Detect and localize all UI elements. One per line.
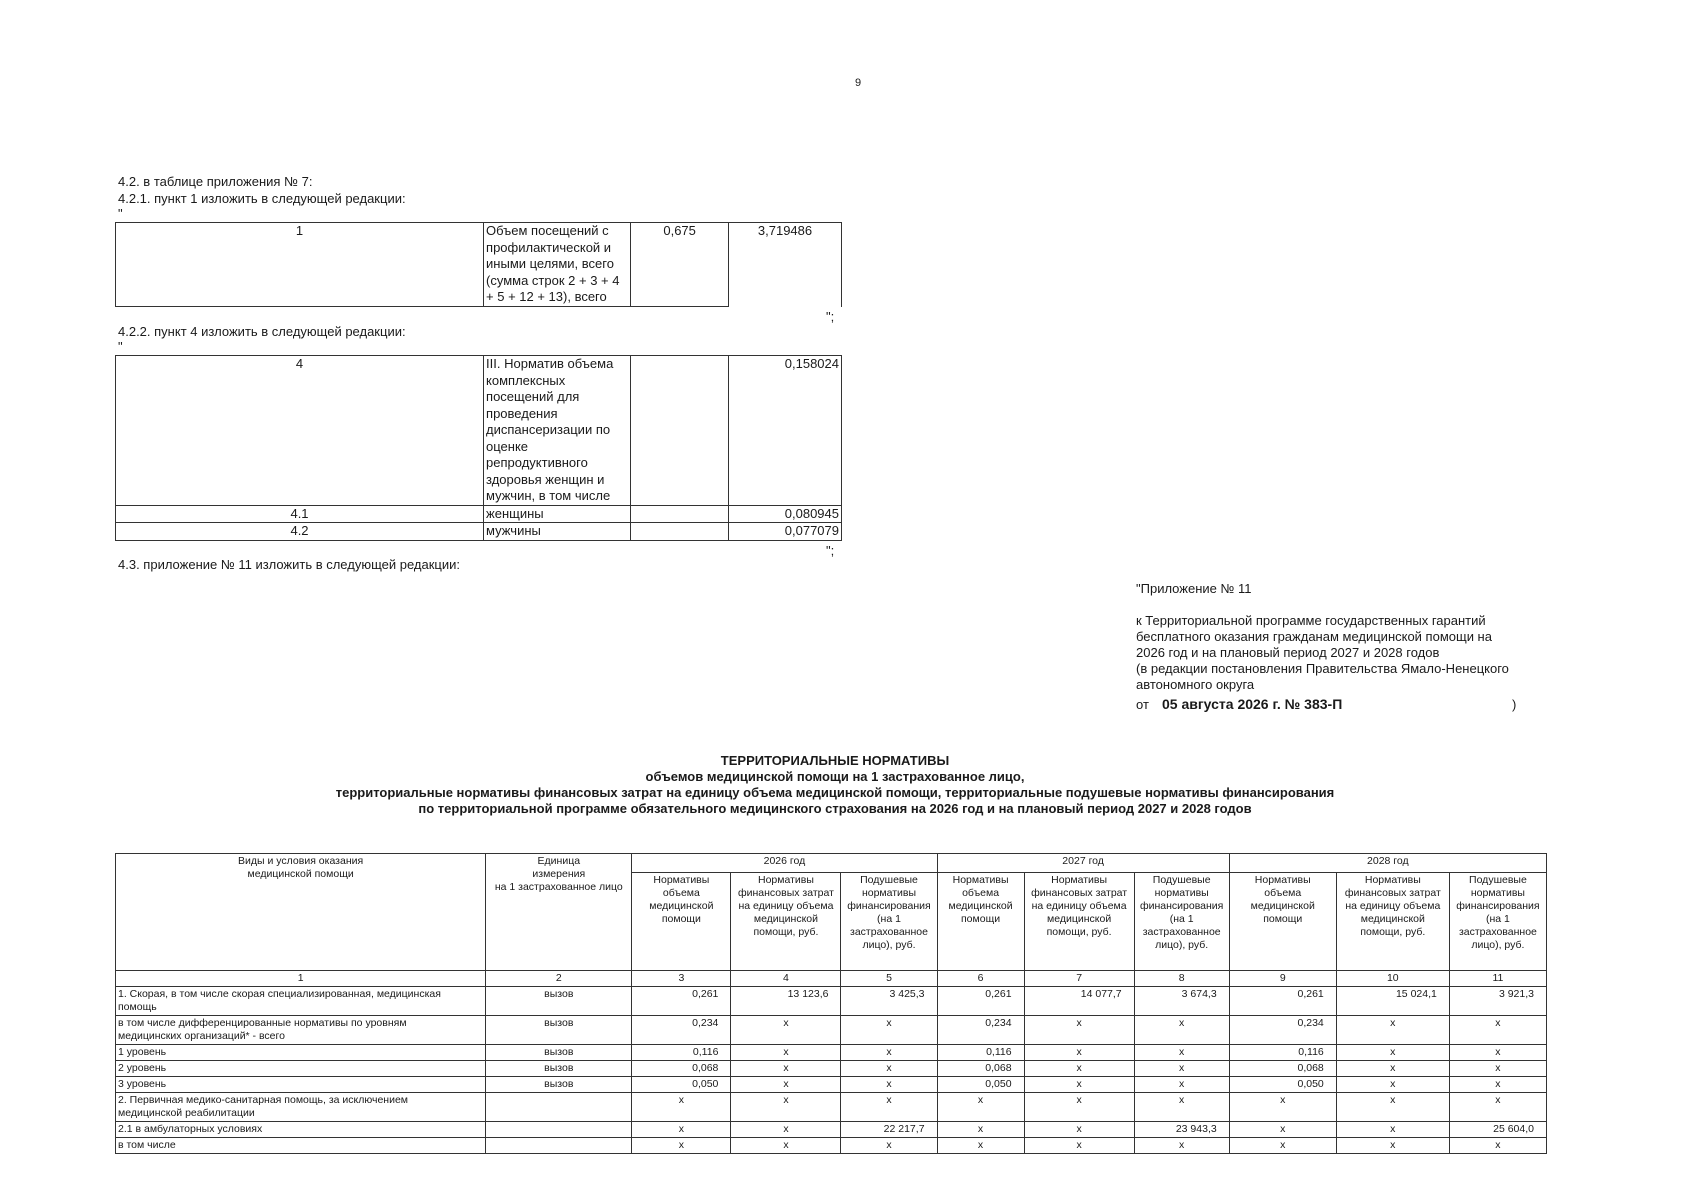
col-number: 10 — [1336, 971, 1449, 987]
row-value: 14 077,7 — [1024, 987, 1134, 1016]
table-cell-value-1 — [631, 523, 729, 541]
subheader-capita: Подушевые нормативы финансирования (на 1 застрахованное лицо), руб. — [841, 873, 937, 971]
row-value: х — [1449, 1016, 1546, 1045]
row-unit — [486, 1138, 632, 1154]
table-row — [116, 1061, 1547, 1077]
row-value: х — [937, 1122, 1024, 1138]
row-value: х — [1024, 1016, 1134, 1045]
table-cell-value-2: 0,080945 — [729, 505, 842, 523]
quote-open: " — [118, 339, 123, 354]
table-cell-num: 4 — [116, 356, 484, 506]
col-number: 7 — [1024, 971, 1134, 987]
col-number: 2 — [486, 971, 632, 987]
row-name: в том числе — [116, 1138, 486, 1154]
row-name: 1. Скорая, в том числе скорая специализированная, медицинская помощь — [116, 987, 486, 1016]
table-row — [116, 987, 1547, 1016]
column-number-row — [116, 971, 1547, 987]
quote-open: " — [118, 206, 123, 221]
row-value: х — [1024, 1138, 1134, 1154]
row-value: х — [1024, 1077, 1134, 1093]
row-unit: вызов — [486, 1061, 632, 1077]
row-unit: вызов — [486, 1016, 632, 1045]
table-cell-value-1 — [631, 505, 729, 523]
row-value: х — [1336, 1138, 1449, 1154]
table-cell-name: III. Норматив объема комплексных посещений для проведения диспансеризации по оценке репродуктивного здоровья женщин и мужчин, в том числе — [484, 356, 631, 506]
row-value: х — [1134, 1138, 1229, 1154]
subheader-volume: Нормативы объема медицинской помощи — [937, 873, 1024, 971]
heading-line-3: территориальные нормативы финансовых затрат на единицу объема медицинской помощи, территориальные подушевые нормативы финансирования — [335, 785, 1335, 800]
appendix-date: 05 августа 2026 г. № 383-П — [1162, 696, 1343, 712]
amendment-4-2: 4.2. в таблице приложения № 7: — [118, 174, 313, 189]
col-number: 6 — [937, 971, 1024, 987]
row-value: х — [1449, 1045, 1546, 1061]
row-value: х — [841, 1138, 937, 1154]
appendix-line: автономного округа — [1136, 677, 1255, 692]
row-value: х — [1229, 1093, 1336, 1122]
page-number: 9 — [855, 77, 862, 89]
row-value: 0,261 — [937, 987, 1024, 1016]
row-value: 0,050 — [1229, 1077, 1336, 1093]
table-cell-value-2: 0,077079 — [729, 523, 842, 541]
quote-close: "; — [826, 543, 835, 558]
row-value: х — [1336, 1061, 1449, 1077]
row-value: 25 604,0 — [1449, 1122, 1546, 1138]
row-value: х — [731, 1045, 841, 1061]
table-cell-name: Объем посещений с профилактической и иными целями, всего (сумма строк 2 + 3 + 4 + 5 + 12 + 13), всего — [484, 223, 631, 307]
header-year-2027: 2027 год — [937, 854, 1229, 873]
subheader-capita: Подушевые нормативы финансирования (на 1 застрахованное лицо), руб. — [1134, 873, 1229, 971]
row-unit — [486, 1093, 632, 1122]
row-value: 0,261 — [1229, 987, 1336, 1016]
row-value: 0,116 — [937, 1045, 1024, 1061]
row-unit: вызов — [486, 987, 632, 1016]
col-number: 3 — [632, 971, 731, 987]
row-value: х — [1336, 1093, 1449, 1122]
amendment-4-3: 4.3. приложение № 11 изложить в следующей редакции: — [118, 557, 460, 572]
header-type: Виды и условия оказания медицинской помощи — [116, 854, 486, 971]
row-value: х — [632, 1138, 731, 1154]
appendix-line: (в редакции постановления Правительства Ямало-Ненецкого — [1136, 661, 1509, 676]
row-name: 2 уровень — [116, 1061, 486, 1077]
row-value: 0,261 — [632, 987, 731, 1016]
row-value: х — [1024, 1093, 1134, 1122]
header-unit: Единица измерения на 1 застрахованное лицо — [486, 854, 632, 971]
document-heading — [115, 753, 1555, 817]
table-row — [116, 1122, 1547, 1138]
row-value: 3 425,3 — [841, 987, 937, 1016]
amendment-4-2-2: 4.2.2. пункт 4 изложить в следующей редакции: — [118, 324, 406, 339]
table-item-1 — [115, 222, 842, 307]
row-value: 0,234 — [632, 1016, 731, 1045]
table-cell-num: 4.1 — [116, 505, 484, 523]
subheader-cost: Нормативы финансовых затрат на единицу объема медицинской помощи, руб. — [1024, 873, 1134, 971]
row-value: х — [841, 1045, 937, 1061]
col-number: 8 — [1134, 971, 1229, 987]
subheader-cost: Нормативы финансовых затрат на единицу объема медицинской помощи, руб. — [731, 873, 841, 971]
table-cell-value-1 — [631, 356, 729, 506]
row-value: 0,116 — [1229, 1045, 1336, 1061]
row-unit: вызов — [486, 1077, 632, 1093]
row-value: 0,234 — [937, 1016, 1024, 1045]
row-value: 0,068 — [632, 1061, 731, 1077]
norms-table — [115, 853, 1547, 1154]
row-value: 15 024,1 — [1336, 987, 1449, 1016]
row-value: 0,068 — [937, 1061, 1024, 1077]
row-value: х — [1336, 1016, 1449, 1045]
subheader-capita: Подушевые нормативы финансирования (на 1 застрахованное лицо), руб. — [1449, 873, 1546, 971]
amendment-4-2-1: 4.2.1. пункт 1 изложить в следующей редакции: — [118, 191, 406, 206]
row-value: х — [1134, 1016, 1229, 1045]
row-value: х — [1134, 1045, 1229, 1061]
table-header-row — [116, 854, 1547, 873]
appendix-close-paren: ) — [1512, 697, 1517, 712]
appendix-line: 2026 год и на плановый период 2027 и 2028 годов — [1136, 645, 1440, 660]
row-value: х — [731, 1061, 841, 1077]
row-value: х — [1449, 1138, 1546, 1154]
row-value: 23 943,3 — [1134, 1122, 1229, 1138]
row-value: х — [731, 1093, 841, 1122]
row-unit: вызов — [486, 1045, 632, 1061]
row-value: х — [731, 1016, 841, 1045]
row-value: х — [841, 1016, 937, 1045]
table-row — [116, 1016, 1547, 1045]
table-cell-name: мужчины — [484, 523, 631, 541]
row-value: х — [1336, 1122, 1449, 1138]
table-cell-name: женщины — [484, 505, 631, 523]
row-value: х — [1229, 1122, 1336, 1138]
row-value: 3 674,3 — [1134, 987, 1229, 1016]
table-cell-value-2: 0,158024 — [729, 356, 842, 506]
row-value: 0,234 — [1229, 1016, 1336, 1045]
table-body — [116, 987, 1547, 1154]
col-number: 9 — [1229, 971, 1336, 987]
subheader-cost: Нормативы финансовых затрат на единицу объема медицинской помощи, руб. — [1336, 873, 1449, 971]
appendix-title: "Приложение № 11 — [1136, 581, 1252, 596]
col-number: 11 — [1449, 971, 1546, 987]
heading-line-1: ТЕРРИТОРИАЛЬНЫЕ НОРМАТИВЫ — [720, 753, 950, 768]
appendix-line: к Территориальной программе государственных гарантий — [1136, 613, 1486, 628]
table-row — [116, 1077, 1547, 1093]
row-value: 3 921,3 — [1449, 987, 1546, 1016]
table-row — [116, 1093, 1547, 1122]
col-number: 5 — [841, 971, 937, 987]
row-name: 2.1 в амбулаторных условиях — [116, 1122, 486, 1138]
row-value: х — [1134, 1077, 1229, 1093]
appendix-header — [1136, 581, 1566, 693]
row-value: х — [632, 1122, 731, 1138]
row-value: 0,116 — [632, 1045, 731, 1061]
row-value: х — [731, 1122, 841, 1138]
row-value: х — [1449, 1061, 1546, 1077]
row-value: 0,050 — [632, 1077, 731, 1093]
row-value: х — [937, 1138, 1024, 1154]
row-value: х — [1449, 1093, 1546, 1122]
heading-line-2: объемов медицинской помощи на 1 застрахованное лицо, — [645, 769, 1025, 784]
row-name: в том числе дифференцированные нормативы по уровням медицинских организаций* - всего — [116, 1016, 486, 1045]
table-cell-num: 1 — [116, 223, 484, 307]
row-name: 2. Первичная медико-санитарная помощь, за исключением медицинской реабилитации — [116, 1093, 486, 1122]
table-row — [116, 1045, 1547, 1061]
appendix-from-label: от — [1136, 697, 1149, 712]
row-value: х — [1024, 1122, 1134, 1138]
subheader-volume: Нормативы объема медицинской помощи — [632, 873, 731, 971]
col-number: 4 — [731, 971, 841, 987]
row-value: х — [731, 1138, 841, 1154]
row-unit — [486, 1122, 632, 1138]
table-item-4 — [115, 355, 842, 541]
row-name: 1 уровень — [116, 1045, 486, 1061]
row-value: х — [731, 1077, 841, 1093]
row-value: х — [1336, 1045, 1449, 1061]
row-value: 0,050 — [937, 1077, 1024, 1093]
row-value: х — [841, 1061, 937, 1077]
table-cell-value-1: 0,675 — [631, 223, 729, 307]
header-year-2028: 2028 год — [1229, 854, 1546, 873]
row-value: х — [1134, 1061, 1229, 1077]
row-value: х — [841, 1077, 937, 1093]
table-cell-num: 4.2 — [116, 523, 484, 541]
row-value: 22 217,7 — [841, 1122, 937, 1138]
row-name: 3 уровень — [116, 1077, 486, 1093]
row-value: х — [1024, 1045, 1134, 1061]
row-value: х — [1134, 1093, 1229, 1122]
row-value: 0,068 — [1229, 1061, 1336, 1077]
row-value: х — [937, 1093, 1024, 1122]
heading-line-4: по территориальной программе обязательного медицинского страхования на 2026 год и на плановый период 2027 и 2028 годов — [418, 801, 1252, 816]
row-value: х — [1024, 1061, 1134, 1077]
table-cell-value-2: 3,719486 — [729, 223, 842, 307]
table-row — [116, 1138, 1547, 1154]
appendix-line: бесплатного оказания гражданам медицинской помощи на — [1136, 629, 1492, 644]
col-number: 1 — [116, 971, 486, 987]
row-value: 13 123,6 — [731, 987, 841, 1016]
row-value: х — [632, 1093, 731, 1122]
row-value: х — [1336, 1077, 1449, 1093]
subheader-volume: Нормативы объема медицинской помощи — [1229, 873, 1336, 971]
header-year-2026: 2026 год — [632, 854, 937, 873]
row-value: х — [841, 1093, 937, 1122]
quote-close: "; — [826, 309, 835, 324]
row-value: х — [1229, 1138, 1336, 1154]
row-value: х — [1449, 1077, 1546, 1093]
